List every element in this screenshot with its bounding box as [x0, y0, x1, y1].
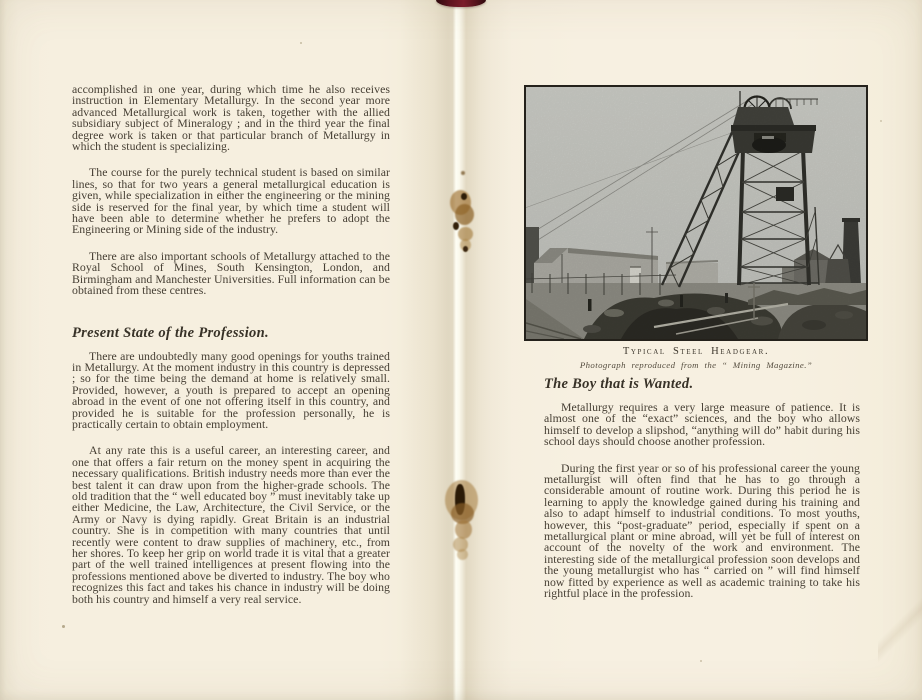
headgear-photo — [524, 85, 868, 341]
section-heading-present-state: Present State of the Profession. — [72, 324, 269, 341]
paragraph: The course for the purely technical student is based on similar lines, so that for two years a general metallurgical education is given, while specialization in either the engineering or the mining side is reserved for the final year, by which time a student will have been able to determine whether he prefers to adopt the Engineering or Mining side of the industry. — [72, 165, 390, 237]
paragraph: Metallurgy requires a very large measure of patience. It is almost one of the “exact” sciences, and the boy who allows himself to develop a slipshod, “anything will do” habit during his school days should choose another profession. — [544, 400, 860, 449]
photo-grain — [526, 87, 866, 339]
photo-caption-credit: Photograph reproduced from the “ Mining Magazine.” — [579, 360, 813, 370]
paragraph: There are undoubtedly many good openings for youths trained in Metallurgy. At the moment industry in this country is depressed ; so for the time being the demand at home is relatively small. Provided, however, a youth is prepared to accept an opening abroad in the event of one not offering itself in this country, and provided he is suitable for the profession personally, he is practically certain to obtain employment. — [72, 348, 390, 431]
right-page-text — [544, 376, 860, 600]
paragraph: There are also important schools of Metallurgy attached to the Royal School of Mines, South Kensington, London, and Birmingham and Manchester Universities. Full information can be obtained from these centres. — [72, 248, 390, 298]
paragraph: accomplished in one year, during which time he also receives instruction in Elementary Metallurgy. In the second year more advanced Metallurgical work is taken, together with the allied subsidiary subject of Mineralogy ; and in the third year the final degree work is taken or that particular branch of Metallurgy in which the student is specializing. — [72, 82, 390, 154]
photo-caption-title: Typical Steel Headgear. — [622, 346, 770, 357]
left-page-text — [72, 84, 390, 605]
section-heading-boy-wanted: The Boy that is Wanted. — [544, 376, 694, 392]
paragraph: At any rate this is a useful career, an interesting career, and one that offers a fair return on the money spent in acquiring the necessary qualifications. British industry needs more than ever the best talent it can draw upon from the higher-grade schools. The old tradition that the “ well educated boy ” must inevitably take up either Medicine, the Law, Architecture, the Civil Service, or the Army or Navy is dying rapidly. Great Britain is an industrial country. She is in competition with many countries that until recently were content to draw supplies of machinery, etc., from her shores. To keep her grip on world trade it is vital that a greater part of the well trained intelligences at present flowing into the professions mentioned above be diverted to industry. The boy who recognizes this fact and takes his chance in industry will be doing both his country and himself a very real service. — [72, 443, 390, 606]
photo-captions — [524, 345, 868, 371]
paragraph: During the first year or so of his professional career the young metallurgist will often find that he has to go through a considerable amount of routine work. During this period he is learning to apply the knowledge gained during his training and also to adapt himself to industrial conditions. To most youths, however, this “post-graduate” period, especially if spent on a metallurgical plant or mine abroad, will yet be full of interest on account of the novelty of the work and environment. The interesting side of the metallurgical profession soon develops and the young metallurgist who has “ carried on ” will find himself now fitted by experience as well as academic training to take his rightful place in the profession. — [544, 460, 860, 601]
